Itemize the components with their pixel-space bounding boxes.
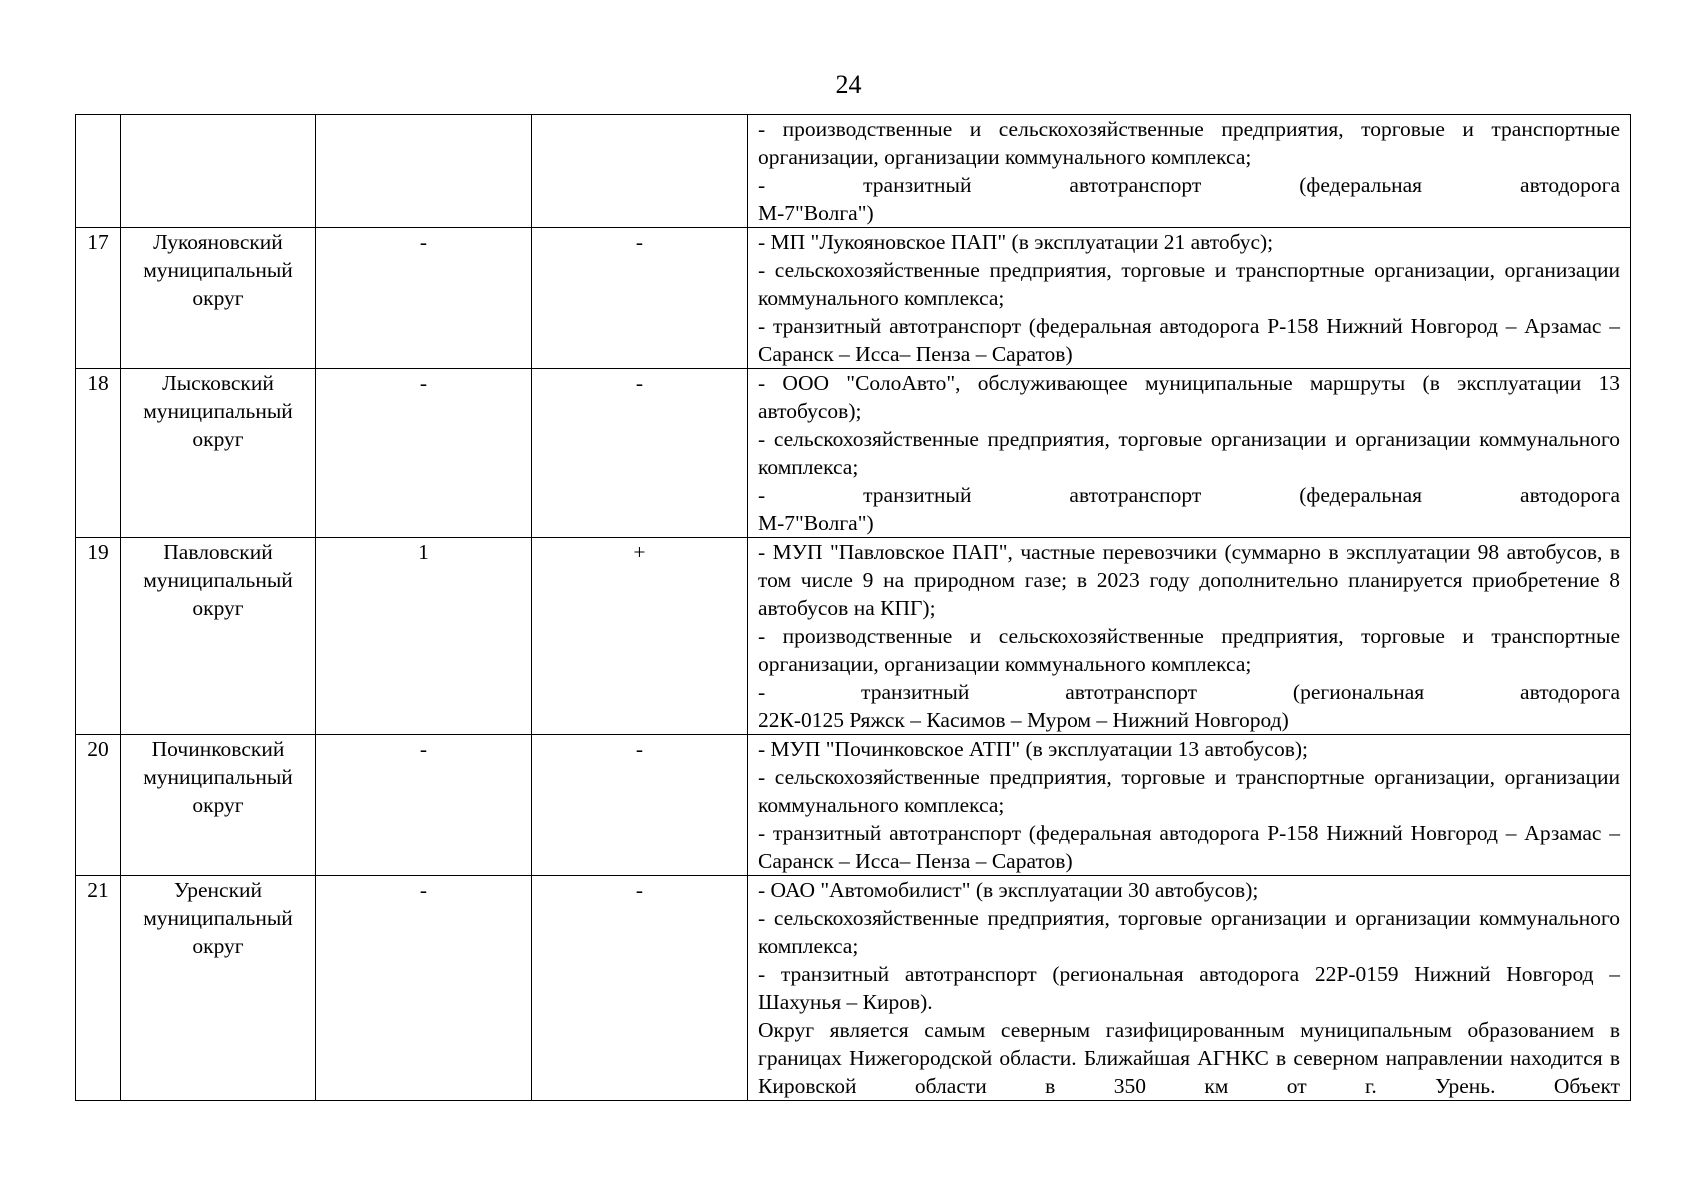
district-name-line: округ bbox=[192, 596, 244, 620]
table-row bbox=[76, 228, 1631, 369]
district-name-line: муниципальный bbox=[143, 568, 293, 592]
district-name-line: Починковский bbox=[151, 737, 285, 761]
district-name bbox=[121, 538, 316, 735]
row-number: 18 bbox=[76, 369, 121, 538]
description-paragraph: - транзитный автотранспорт (федеральная автодорога Р-158 Нижний Новгород – Арзамас – Саранск – Исса– Пенза – Саратов) bbox=[758, 314, 1620, 366]
district-name bbox=[121, 369, 316, 538]
description-paragraph: - транзитный автотранспорт (региональная автодорога 22Р-0159 Нижний Новгород – Шахунья – Киров). bbox=[758, 962, 1620, 1014]
transport-description bbox=[748, 115, 1631, 228]
district-name-line: муниципальный bbox=[143, 765, 293, 789]
district-name-line: Лукояновский bbox=[153, 230, 283, 254]
district-name bbox=[121, 876, 316, 1101]
description-paragraph: - ООО "СолоАвто", обслуживающее муниципальные маршруты (в эксплуатации 13 автобусов); bbox=[758, 371, 1620, 423]
table-row bbox=[76, 538, 1631, 735]
transport-description bbox=[748, 369, 1631, 538]
district-name-line: муниципальный bbox=[143, 399, 293, 423]
row-number bbox=[76, 115, 121, 228]
description-paragraph: Округ является самым северным газифицированным муниципальным образованием в границах Нижегородской области. Ближайшая АГНКС в северном направлении находится в Кировской области в 350 км от г. Урень. Объект bbox=[758, 1018, 1620, 1098]
row-number: 19 bbox=[76, 538, 121, 735]
table-row bbox=[76, 735, 1631, 876]
table-row bbox=[76, 369, 1631, 538]
description-paragraph: - сельскохозяйственные предприятия, торговые и транспортные организации, организации коммунального комплекса; bbox=[758, 765, 1620, 817]
district-name-line: округ bbox=[192, 286, 244, 310]
transport-description bbox=[748, 228, 1631, 369]
district-name-line: муниципальный bbox=[143, 906, 293, 930]
district-name bbox=[121, 735, 316, 876]
description-paragraph: - производственные и сельскохозяйственные предприятия, торговые и транспортные организации, организации коммунального комплекса; bbox=[758, 117, 1620, 169]
description-paragraph: - МУП "Павловское ПАП", частные перевозчики (суммарно в эксплуатации 98 автобусов, в том числе 9 на природном газе; в 2023 году дополнительно планируется приобретение 8 автобусов на КПГ); bbox=[758, 540, 1620, 620]
description-paragraph: - сельскохозяйственные предприятия, торговые организации и организации коммунального комплекса; bbox=[758, 427, 1620, 479]
description-paragraph: - производственные и сельскохозяйственные предприятия, торговые и транспортные организации, организации коммунального комплекса; bbox=[758, 624, 1620, 676]
district-name-line: округ bbox=[192, 934, 244, 958]
column-4-value: - bbox=[532, 228, 748, 369]
description-paragraph: - транзитный автотранспорт (федеральная автодорога bbox=[758, 173, 1620, 197]
district-name bbox=[121, 228, 316, 369]
description-paragraph: - транзитный автотранспорт (федеральная автодорога bbox=[758, 483, 1620, 507]
description-paragraph: - транзитный автотранспорт (федеральная автодорога Р-158 Нижний Новгород – Арзамас – Саранск – Исса– Пенза – Саратов) bbox=[758, 821, 1620, 873]
column-3-value: - bbox=[316, 369, 532, 538]
transport-description bbox=[748, 876, 1631, 1101]
table-row bbox=[76, 876, 1631, 1101]
column-3-value: - bbox=[316, 876, 532, 1101]
description-paragraph: - транзитный автотранспорт (региональная автодорога bbox=[758, 680, 1620, 704]
column-3-value: - bbox=[316, 735, 532, 876]
column-4-value: + bbox=[532, 538, 748, 735]
transport-description bbox=[748, 538, 1631, 735]
row-number: 17 bbox=[76, 228, 121, 369]
row-number: 20 bbox=[76, 735, 121, 876]
district-name-line: Лысковский bbox=[162, 371, 274, 395]
column-4-value: - bbox=[532, 876, 748, 1101]
column-3-value: 1 bbox=[316, 538, 532, 735]
description-paragraph: - МП "Лукояновское ПАП" (в эксплуатации 21 автобус); bbox=[758, 230, 1274, 254]
column-4-value: - bbox=[532, 369, 748, 538]
description-paragraph: - ОАО "Автомобилист" (в эксплуатации 30 автобусов); bbox=[758, 878, 1259, 902]
district-name-line: Уренский bbox=[173, 878, 263, 902]
row-number: 21 bbox=[76, 876, 121, 1101]
table-row bbox=[76, 115, 1631, 228]
district-name-line: округ bbox=[192, 427, 244, 451]
district-name-line: муниципальный bbox=[143, 258, 293, 282]
column-3-value: - bbox=[316, 228, 532, 369]
description-paragraph: - МУП "Починковское АТП" (в эксплуатации 13 автобусов); bbox=[758, 737, 1308, 761]
description-paragraph: - сельскохозяйственные предприятия, торговые организации и организации коммунального комплекса; bbox=[758, 906, 1620, 958]
transport-description bbox=[748, 735, 1631, 876]
description-paragraph: М-7"Волга") bbox=[758, 511, 874, 535]
transport-table bbox=[75, 114, 1631, 1101]
description-paragraph: 22К-0125 Ряжск – Касимов – Муром – Нижний Новгород) bbox=[758, 708, 1289, 732]
column-4-value bbox=[532, 115, 748, 228]
district-name bbox=[121, 115, 316, 228]
column-4-value: - bbox=[532, 735, 748, 876]
district-name-line: округ bbox=[192, 793, 244, 817]
description-paragraph: М-7"Волга") bbox=[758, 201, 874, 225]
column-3-value bbox=[316, 115, 532, 228]
district-name-line: Павловский bbox=[163, 540, 273, 564]
page-number: 24 bbox=[835, 70, 862, 99]
description-paragraph: - сельскохозяйственные предприятия, торговые и транспортные организации, организации коммунального комплекса; bbox=[758, 258, 1620, 310]
